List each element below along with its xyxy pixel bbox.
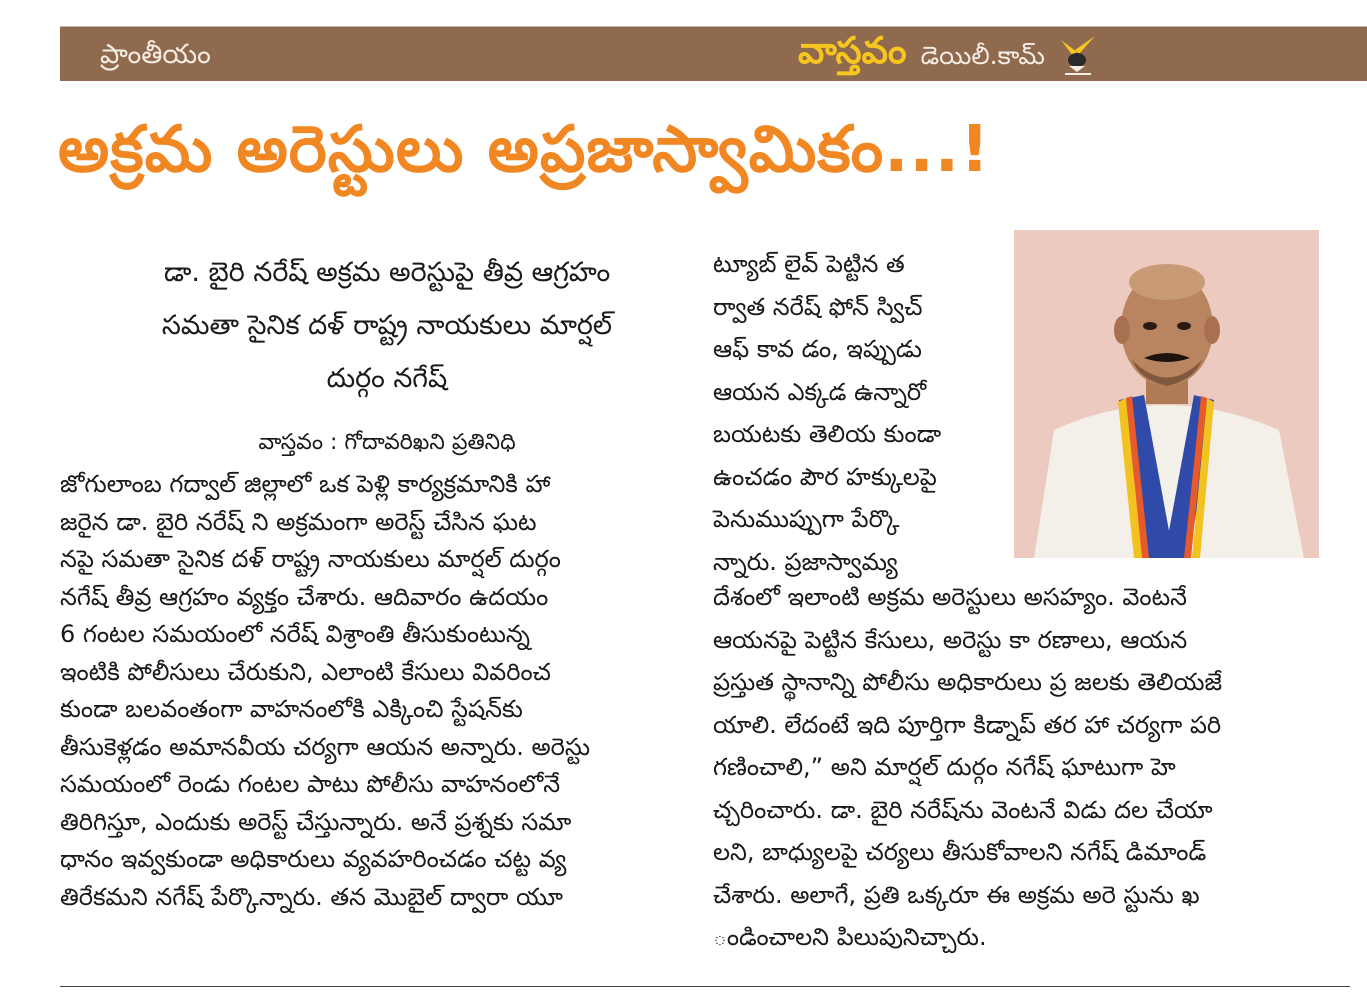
body-line: యాలి. లేదంటే ఇది పూర్తిగా కిడ్నాప్ తర హా చర్యగా పరి [713,710,1222,739]
brand-name: వాస్తవం [798,29,907,72]
subheadline [62,246,712,405]
body-line: పెనుముప్పుగా పేర్కొ [713,505,900,533]
body-line: న్నారు. ప్రజాస్వామ్య [713,547,898,576]
body-line: తిరేకమని నగేష్ పేర్కొన్నారు. తన మొబైల్ ద్వారా యూ [60,882,563,911]
body-line: తీసుకెళ్లడం అమానవీయ చర్యగా ఆయన అన్నారు. అరెస్టు [60,732,591,761]
body-line: లని, బాధ్యులపై చర్యలు తీసుకోవాలని నగేష్ డిమాండ్ [713,838,1207,866]
body-line: కుండా బలవంతంగా వాహనంలోకి ఎక్కించి స్టేషన్‌కు [60,695,523,723]
bottom-divider [60,986,1350,987]
body-line: నపై సమతా సైనిక దళ్ రాష్ట్ర నాయకులు మార్షల్ దుర్గం [60,545,561,573]
body-line: ప్రస్తుత స్థానాన్ని పోలీసు అధికారులు ప్ర జలకు తెలియజే [713,668,1222,696]
body-line: జరైన డా. బైరి నరేష్ ని అక్రమంగా అరెస్ట్ చేసిన ఘట [60,507,537,536]
article-body-right-bottom [713,576,1323,959]
body-line: బయటకు తెలియ కుండా [713,420,942,448]
subheadline-line: డా. బైరి నరేష్ అక్రమ అరెస్టుపై తీవ్ర ఆగ్రహం [163,257,611,288]
body-line: ధానం ఇవ్వకుండా అధికారులు వ్యవహరించడం చట్ట వ్య [60,845,567,873]
body-line: గణించాలి,” అని మార్షల్ దుర్గం నగేష్ ఘాటుగా హె [713,753,1176,781]
body-line: చేశారు. అలాగే, ప్రతి ఒక్కరూ ఈ అక్రమ అరె స్టును ఖ [713,880,1200,909]
brand-domain: డెయిలీ.కామ్ [920,41,1045,70]
body-line: ఉంచడం పౌర హక్కులపై [713,462,937,491]
body-line: ఆయన ఎక్కడ ఉన్నారో [713,377,927,406]
brand-logo [798,29,1099,77]
body-line: ఇంటికి పోలీసులు చేరుకుని, ఎలాంటి కేసులు వివరించ [60,657,551,686]
body-line: ట్యూబ్ లైవ్ పెట్టిన త [713,250,905,278]
body-line: ఆయనపై పెట్టిన కేసులు, అరెస్టు కా రణాలు, ఆయన [713,625,1188,654]
person-photo [1014,230,1319,558]
subheadline-line: దుర్గం నగేష్ [326,363,448,394]
body-line: ండించాలని పిలుపునిచ్చారు. [713,923,987,951]
article-body-right-top [713,243,1001,583]
article-body-left [60,466,688,916]
body-line: నగేష్ తీవ్ర ఆగ్రహం వ్యక్తం చేశారు. ఆదివారం ఉదయం [60,582,549,611]
person-illustration [1014,230,1319,558]
body-line: 6 గంటల సమయంలో నరేష్ విశ్రాంతి తీసుకుంటున్న [60,620,530,648]
body-line: ఆఫ్ కావ డం, ఇప్పుడు [713,335,922,363]
body-line: ర్వాత నరేష్ ఫోన్ స్విచ్ [713,292,923,321]
body-line: దేశంలో ఇలాంటి అక్రమ అరెస్టులు అసహ్యం. వెంటనే [713,583,1187,611]
body-line: చ్చరించారు. డా. బైరి నరేష్‌ను వెంటనే విడు దల చేయా [713,795,1213,824]
headline: అక్రమ అరెస్టులు అప్రజాస్వామికం...! [58,113,991,187]
section-label: ప్రాంతీయం [100,39,211,70]
body-line: జోగులాంబ గద్వాల్ జిల్లాలో ఒక పెళ్లి కార్యక్రమానికి హా [60,470,551,498]
byline: వాస్తవం : గోదావరిఖని ప్రతినిధి [258,430,516,455]
body-line: తిరిగిస్తూ, ఎందుకు అరెస్ట్ చేస్తున్నారు. అనే ప్రశ్నకు సమా [60,807,572,836]
body-line: సమయంలో రెండు గంటల పాటు పోలీసు వాహనంలోనే [60,770,561,798]
subheadline-line: సమతా సైనిక దళ్ రాష్ట్ర నాయకులు మార్షల్ [161,310,613,341]
header-band [60,26,1367,81]
bird-logo-icon [1057,32,1099,78]
